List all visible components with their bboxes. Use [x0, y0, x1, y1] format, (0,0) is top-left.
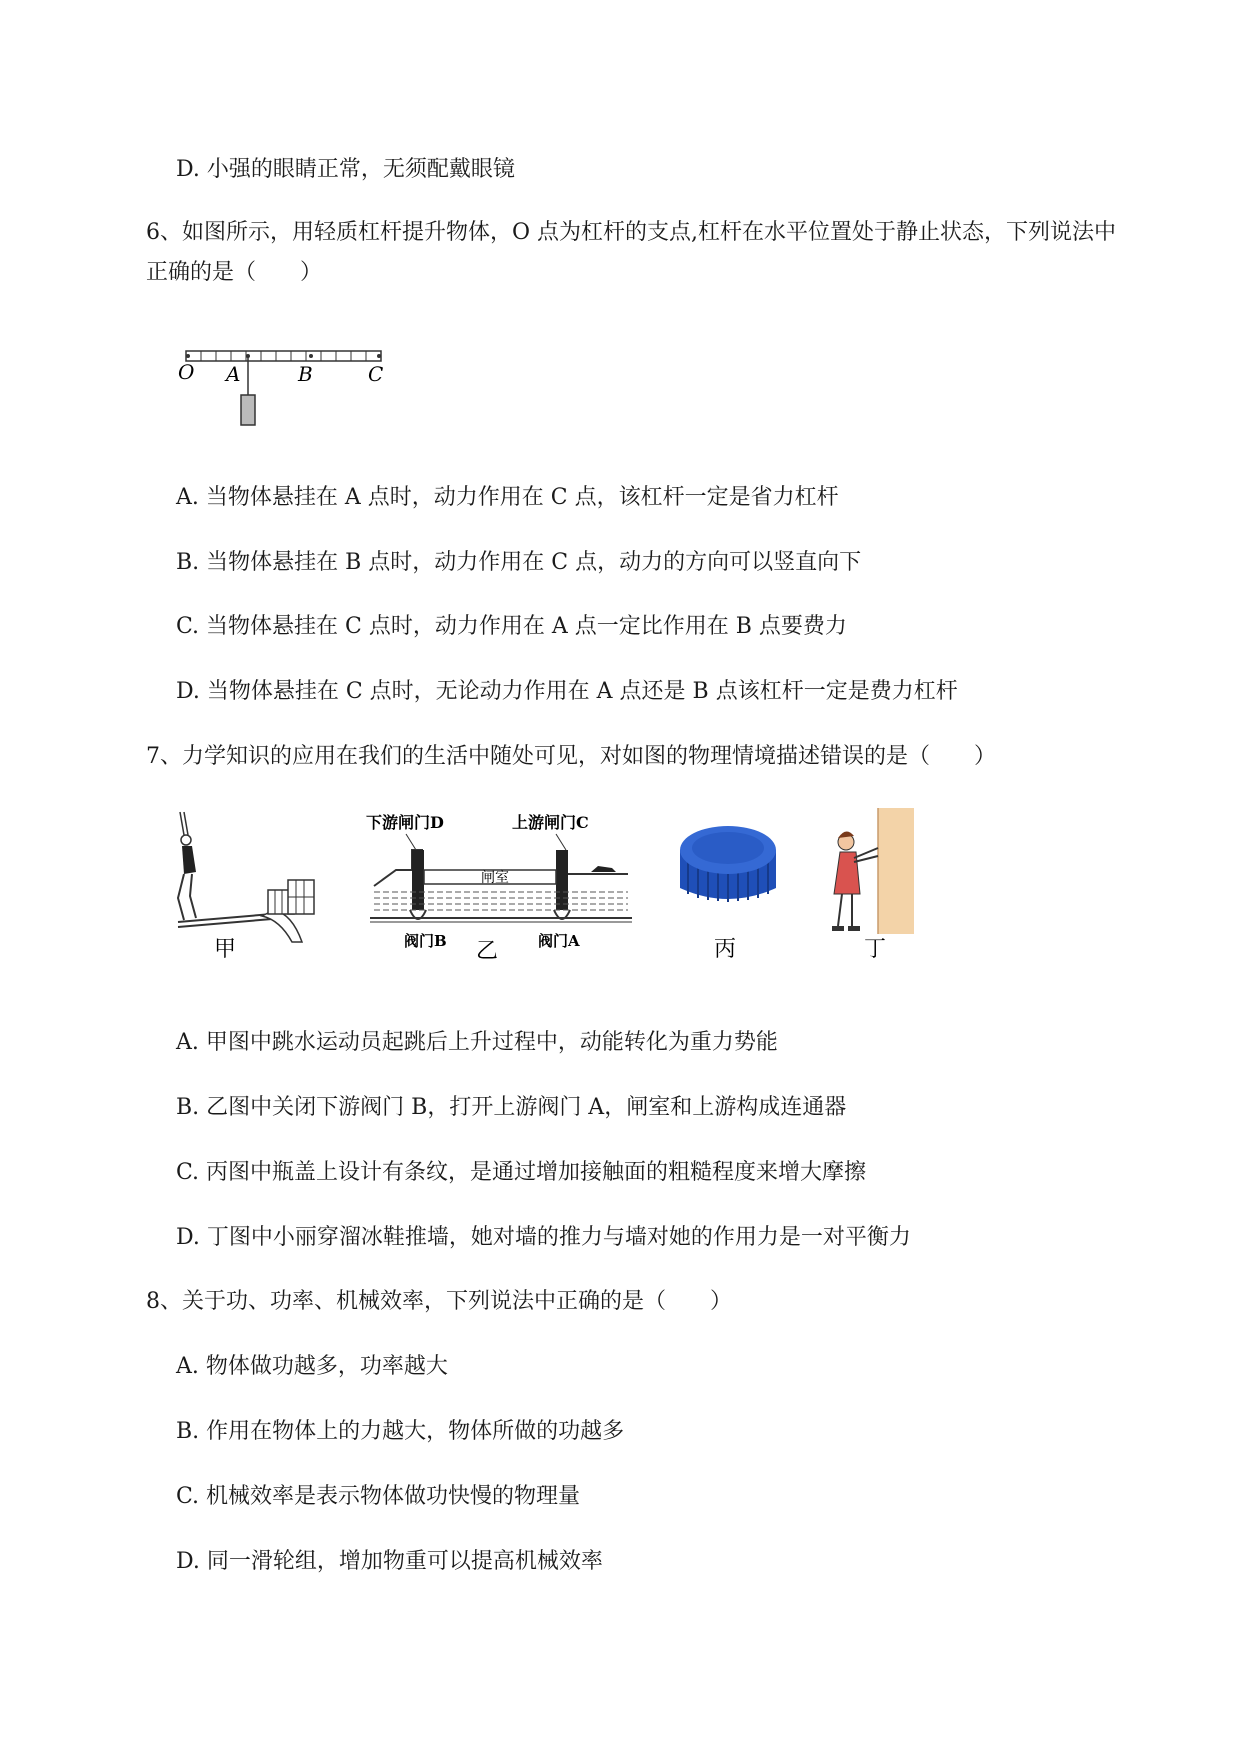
q7-stem: 7、力学知识的应用在我们的生活中随处可见，对如图的物理情境描述错误的是（ ） — [146, 744, 996, 769]
lever-label-o: O — [178, 360, 195, 384]
label-chamber: 闸室 — [481, 870, 509, 886]
diver-figure — [170, 810, 330, 960]
q8-stem: 8、关于功、功率、机械效率，下列说法中正确的是（ ） — [146, 1289, 732, 1314]
q7-option-c: C. 丙图中瓶盖上设计有条纹，是通过增加接触面的粗糙程度来增大摩擦 — [176, 1160, 867, 1185]
q6-stem-line2: 正确的是（ ） — [146, 260, 323, 285]
caption-jia: 甲 — [214, 937, 237, 960]
q6-option-c: C. 当物体悬挂在 C 点时，动力作用在 A 点一定比作用在 B 点要费力 — [176, 614, 847, 639]
lever-label-b: B — [298, 362, 313, 386]
shiplock-figure — [366, 810, 636, 960]
label-valve-b: 阀门B — [404, 932, 447, 950]
caption-bing: 丙 — [714, 937, 737, 960]
girl-wall-figure — [826, 806, 916, 960]
label-upstream-gate: 上游闸门C — [512, 813, 589, 832]
lever-label-c: C — [368, 362, 384, 386]
caption-ding: 丁 — [864, 937, 887, 960]
q7-option-b: B. 乙图中关闭下游阀门 B，打开上游阀门 A，闸室和上游构成连通器 — [176, 1095, 847, 1120]
q8-option-b: B. 作用在物体上的力越大，物体所做的功越多 — [176, 1419, 625, 1444]
q7-option-d: D. 丁图中小丽穿溜冰鞋推墙，她对墙的推力与墙对她的作用力是一对平衡力 — [176, 1225, 911, 1250]
q5-option-d: D. 小强的眼睛正常，无须配戴眼镜 — [176, 157, 515, 182]
label-valve-a: 阀门A — [538, 932, 580, 950]
q8-option-a: A. 物体做功越多，功率越大 — [176, 1354, 448, 1379]
q8-option-c: C. 机械效率是表示物体做功快慢的物理量 — [176, 1484, 581, 1509]
q8-option-d: D. 同一滑轮组，增加物重可以提高机械效率 — [176, 1549, 603, 1574]
q6-option-b: B. 当物体悬挂在 B 点时，动力作用在 C 点，动力的方向可以竖直向下 — [176, 550, 862, 575]
caption-yi: 乙 — [476, 939, 499, 960]
q6-stem-line1: 6、如图所示，用轻质杠杆提升物体，O 点为杠杆的支点,杠杆在水平位置处于静止状态，下列说法中 — [146, 220, 1117, 245]
lever-label-a: A — [226, 362, 241, 386]
bottlecap-figure — [668, 810, 788, 960]
lever-figure — [178, 345, 398, 435]
label-downstream-gate: 下游闸门D — [366, 813, 444, 832]
q6-option-a: A. 当物体悬挂在 A 点时，动力作用在 C 点，该杠杆一定是省力杠杆 — [176, 485, 839, 510]
q6-option-d: D. 当物体悬挂在 C 点时，无论动力作用在 A 点还是 B 点该杠杆一定是费力杠杆 — [176, 679, 958, 704]
q7-option-a: A. 甲图中跳水运动员起跳后上升过程中，动能转化为重力势能 — [176, 1030, 778, 1055]
